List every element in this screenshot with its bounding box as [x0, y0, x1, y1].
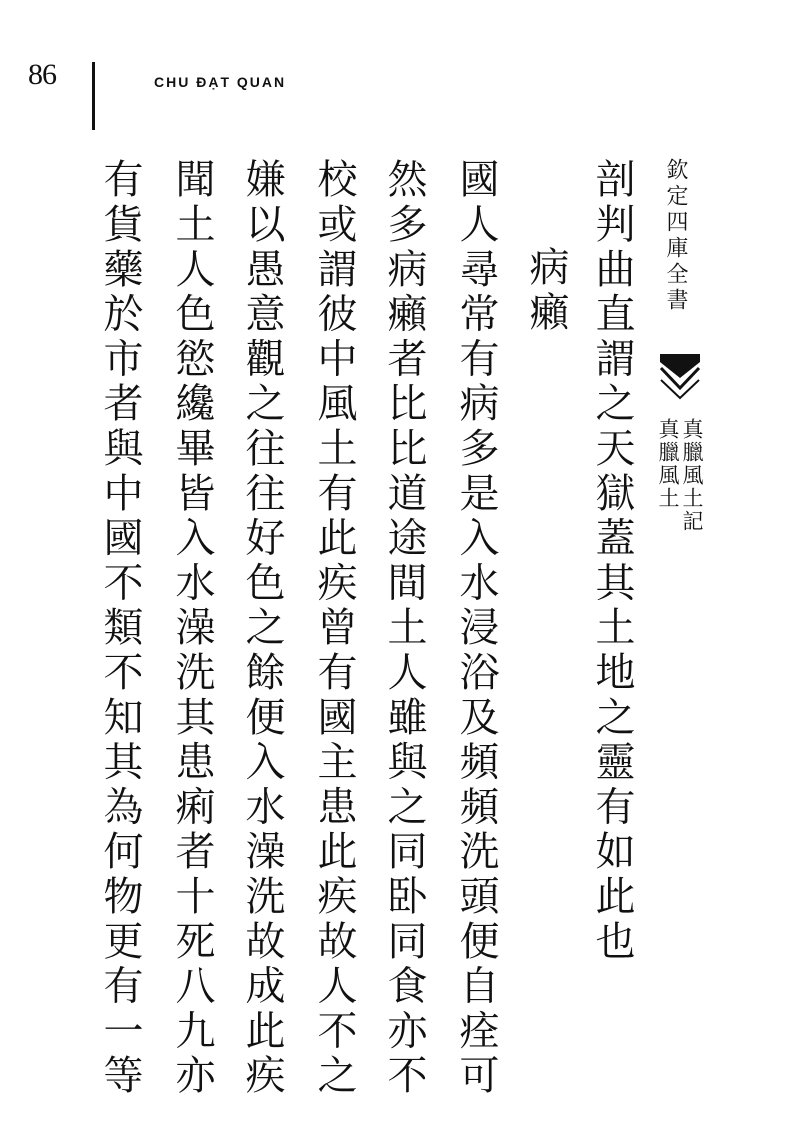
text-column-5: 校或謂彼中風土有此疾曾有國主患此疾故人不之	[311, 158, 357, 1099]
text-column-3: 國人尋常有病多是入水浸浴及頻頻洗頭便自痊可	[453, 158, 499, 1099]
margin-note-right: 真臘風土記	[680, 418, 704, 533]
text-column-4: 然多病癩者比比道途間土人雖與之同卧同食亦不	[381, 158, 427, 1099]
text-column-1: 剖判曲直謂之天獄蓋其土地之靈有如此也	[589, 158, 635, 965]
header-rule	[92, 62, 95, 130]
text-column-8: 有貨藥於市者與中國不類不知其為何物更有一等	[97, 158, 143, 1099]
text-column-6: 嫌以愚意觀之往往好色之餘便入水澡洗故成此疾	[239, 158, 285, 1099]
fish-tail-mark-icon	[658, 352, 702, 400]
section-heading: 病癩	[523, 246, 569, 336]
text-column-7: 聞土人色慾纔畢皆入水澡洗其患痢者十死八九亦	[169, 158, 215, 1099]
margin-note-left: 真臘風土	[656, 418, 680, 510]
running-head: CHU ĐẠT QUAN	[154, 74, 287, 90]
margin-title: 欽定四庫全書	[663, 158, 688, 314]
page-number: 86	[28, 58, 56, 91]
